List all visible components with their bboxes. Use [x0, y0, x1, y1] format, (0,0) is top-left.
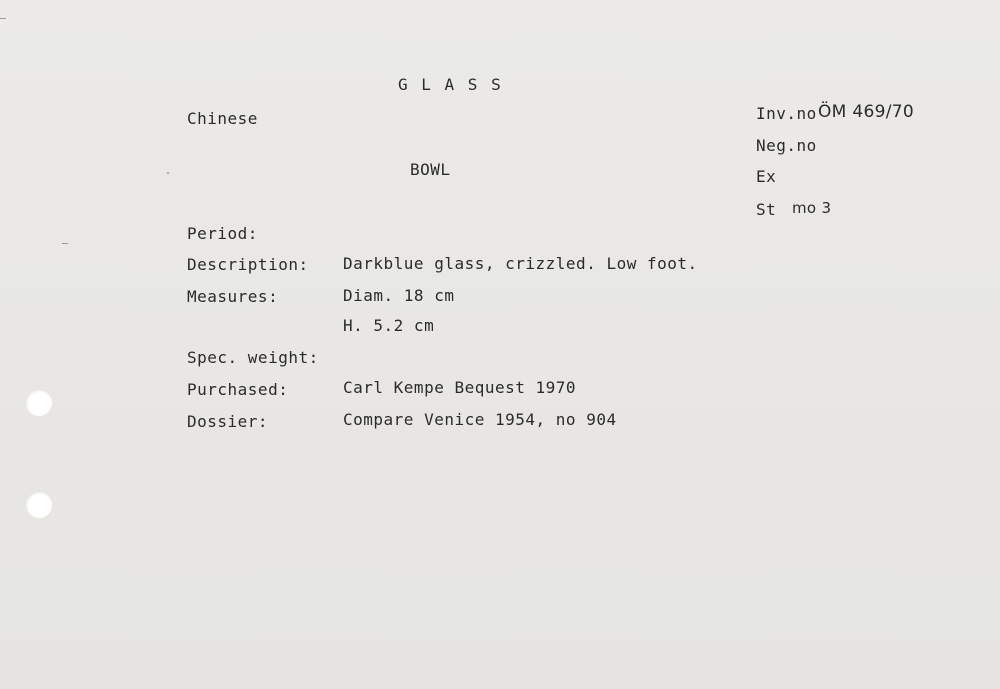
object-type-text: BOWL — [410, 160, 451, 179]
period-label: Period: — [187, 224, 258, 243]
inv-no-value: ÖM 469/70 — [818, 102, 914, 122]
origin-text: Chinese — [187, 109, 258, 128]
st-value: mo 3 — [792, 199, 832, 217]
category-heading: G L A S S — [398, 75, 503, 94]
spec-weight-label: Spec. weight: — [187, 348, 319, 367]
inv-no-label: Inv.no — [756, 104, 817, 123]
ex-label: Ex — [756, 167, 777, 186]
purchased-label: Purchased: — [187, 380, 289, 399]
paper-speck — [167, 172, 169, 174]
description-label: Description: — [187, 255, 309, 274]
edge-mark — [0, 18, 6, 19]
measures-label: Measures: — [187, 287, 279, 306]
edge-mark — [62, 243, 68, 244]
measures-diameter-value: Diam. 18 cm — [343, 286, 455, 305]
neg-no-label: Neg.no — [756, 136, 817, 155]
dossier-label: Dossier: — [187, 412, 269, 431]
description-value: Darkblue glass, crizzled. Low foot. — [343, 254, 698, 273]
dossier-value: Compare Venice 1954, no 904 — [343, 410, 617, 429]
purchased-value: Carl Kempe Bequest 1970 — [343, 378, 577, 397]
punch-hole — [26, 390, 52, 416]
measures-height-value: H. 5.2 cm — [343, 316, 435, 335]
punch-hole — [26, 492, 52, 518]
st-label: St — [756, 200, 777, 219]
